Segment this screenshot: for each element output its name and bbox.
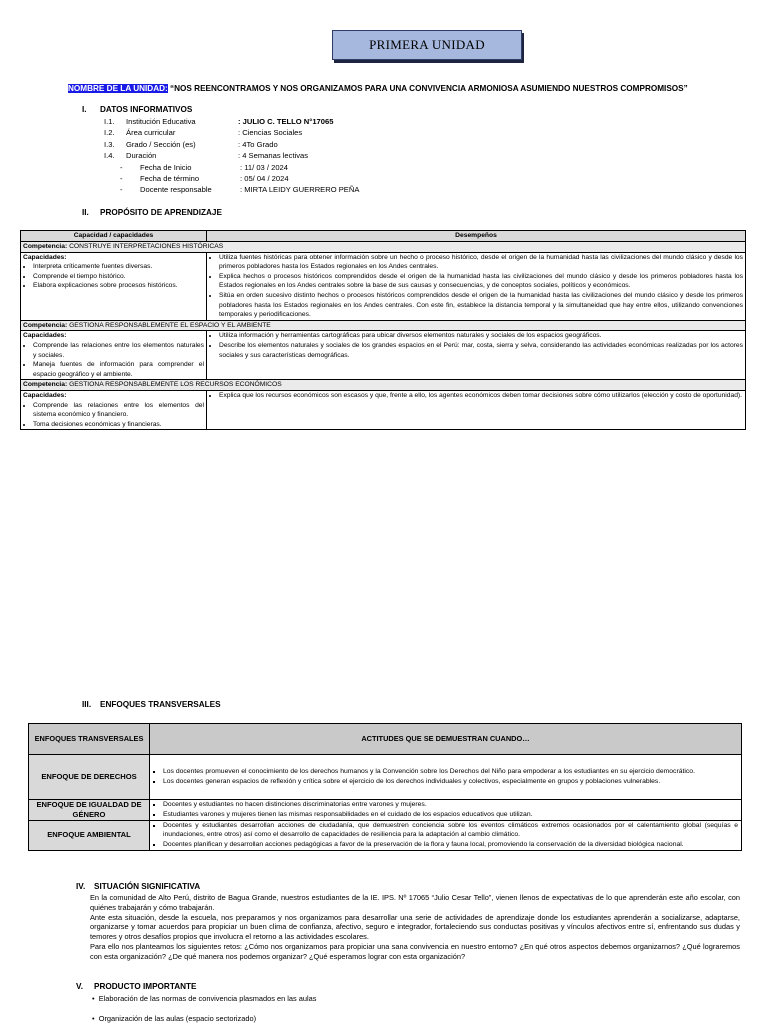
section-title: DATOS INFORMATIVOS xyxy=(100,105,193,114)
list-item: ▪ Docentes y estudiantes no hacen distinciones discriminatorias entre varones y mujeres. xyxy=(163,800,738,810)
table-row xyxy=(21,390,746,429)
table-row xyxy=(29,755,742,800)
competencia-label: Competencia: xyxy=(23,243,68,250)
datos-row-label: Área curricular xyxy=(126,128,176,138)
datos-row xyxy=(104,150,359,161)
list-item: • Organización de las aulas (espacio sectorizado) xyxy=(92,1014,257,1023)
datos-sub-bullet: - xyxy=(120,185,123,195)
capacidades-cell xyxy=(21,331,207,380)
datos-sub-label: Fecha de Inicio xyxy=(140,162,192,172)
datos-row-label: Institución Educativa xyxy=(126,117,196,126)
competencia-row xyxy=(21,242,746,253)
list-item: • Maneja fuentes de información para comprender el espacio geográfico y el ambiente. xyxy=(33,360,204,379)
section-number: IV. xyxy=(76,882,86,891)
capacidades-label: Capacidades: xyxy=(23,332,67,340)
paragraph: Ante esta situación, desde la escuela, nos preparamos y nos organizamos para desarrollar una serie de actividades de aprendizaje donde los estudiantes aprenderán a socializarse, adaptarse, organizarse y tomar acuerdos para propiciar un buen clima de confianza, afectivo, seguro e integrador, fortaleciendo sus conductas positivas y vínculos afectivos entre sí, enfrentando sus dudas y temores y otros desafíos propios que involucra el retorno a las actividades escolares. xyxy=(90,912,740,942)
section-producto-heading xyxy=(76,982,197,991)
table-header-row xyxy=(29,724,742,755)
enfoque-actitudes xyxy=(150,820,742,850)
column-header: ENFOQUES TRANSVERSALES xyxy=(29,724,150,755)
desempenos-cell xyxy=(207,252,746,320)
datos-sub-label: Docente responsable xyxy=(140,185,212,195)
list-item: • Explica que los recursos económicos son escasos y que, frente a ello, los agentes económicos deben tomar decisiones sobre cómo utilizarlos (elección y costo de oportunidad). xyxy=(219,391,743,401)
situacion-text xyxy=(90,893,740,962)
datos-row-label: Duración xyxy=(126,151,157,161)
datos-row-value: : 4To Grado xyxy=(238,139,278,149)
table-header-row xyxy=(21,231,746,242)
datos-row-number: I.3. xyxy=(104,139,115,149)
list-item: • Explica hechos o procesos históricos comprendidos desde el origen de la humanidad hasta las civilizaciones del mundo clásico y desde los primeros pobladores hasta los Estados regionales en los Andes centrales sobre la base de sus causas y consecuencias, y de conceptos sociales, políticos y económicos. xyxy=(219,272,743,291)
datos-row-label: Grado / Sección (es) xyxy=(126,139,196,149)
producto-list xyxy=(92,994,316,1024)
column-header: Capacidad / capacidades xyxy=(21,231,207,242)
competencia-label: Competencia: xyxy=(23,321,68,329)
unit-name-label: NOMBRE DE LA UNIDAD: xyxy=(68,84,168,93)
list-item: • Comprende las relaciones entre los elementos naturales y sociales. xyxy=(33,341,204,360)
list-item: ▪ Los docentes promueven el conocimiento de los derechos humanos y la Convención sobre los Derechos del Niño para empoderar a los estudiantes en su ejercicio democrático. xyxy=(163,767,738,777)
datos-row-value: : JULIO C. TELLO N°17065 xyxy=(238,117,334,126)
capacidades-cell xyxy=(21,390,207,429)
section-number: V. xyxy=(76,982,83,991)
enfoque-actitudes xyxy=(150,800,742,821)
section-title: PROPÓSITO DE APRENDIZAJE xyxy=(100,208,222,217)
section-situacion-heading xyxy=(76,882,200,891)
section-enfoques-heading xyxy=(82,700,221,709)
competencia-cell xyxy=(21,242,746,253)
competencia-name: GESTIONA RESPONSABLEMENTE EL ESPACIO Y EL AMBIENTE xyxy=(69,321,271,329)
table-row xyxy=(29,820,742,850)
datos-row-number: I.1. xyxy=(104,117,115,126)
list-item: • Comprende las relaciones entre los elementos del sistema económico y financiero. xyxy=(33,401,204,420)
competencia-cell xyxy=(21,380,746,391)
unit-name: “NOS REENCONTRAMOS Y NOS ORGANIZAMOS PARA UNA CONVIVENCIA ARMONIOSA ASUMIENDO NUESTROS COMPROMISOS” xyxy=(167,84,688,93)
datos-subrow xyxy=(104,162,359,173)
list-item: • Comprende el tiempo histórico. xyxy=(33,272,204,282)
datos-row-number: I.2. xyxy=(104,128,115,138)
datos-row-value: : 4 Semanas lectivas xyxy=(238,151,309,161)
section-datos-heading xyxy=(82,105,192,114)
section-number: II. xyxy=(82,208,89,217)
list-item: ▪ Docentes y estudiantes desarrollan acciones de ciudadanía, que demuestren conciencia sobre los eventos climáticos extremos ocasionados por el calentamiento global (sequías e inundaciones, entre otros) así como el desarrollo de capacidades de resiliencia para la adaptación al cambio climático. xyxy=(163,821,738,841)
table-row xyxy=(21,331,746,380)
list-item: • Elaboración de las normas de convivencia plasmados en las aulas xyxy=(92,994,317,1003)
column-header: ACTITUDES QUE SE DEMUESTRAN CUANDO… xyxy=(150,724,742,755)
datos-sub-value: : 05/ 04 / 2024 xyxy=(240,173,289,183)
section-number: III. xyxy=(82,700,92,709)
desempenos-cell xyxy=(207,331,746,380)
capacidades-cell xyxy=(21,252,207,320)
column-header: Desempeños xyxy=(207,231,746,242)
unit-name-line xyxy=(68,84,688,93)
datos-row xyxy=(104,127,359,138)
list-item: • Utiliza fuentes históricas para obtener información sobre un hecho o proceso histórico, desde el origen de la humanidad hasta las civilizaciones del mundo clásico y desde los primeros pobladores hasta los Estados regionales en los Andes centrales. xyxy=(219,253,743,272)
capacidades-label: Capacidades: xyxy=(23,253,67,261)
competencia-name: CONSTRUYE INTERPRETACIONES HISTÓRICAS xyxy=(69,243,224,250)
datos-sub-value: : MIRTA LEIDY GUERRERO PEÑA xyxy=(240,185,360,195)
list-item-text: Elaboración de las normas de convivencia plasmados en las aulas xyxy=(98,994,317,1003)
datos-sub-bullet: - xyxy=(120,173,123,183)
list-item: ▪ Estudiantes varones y mujeres tienen las mismas responsabilidades en el cuidado de los espacios educativos que utilizan. xyxy=(163,810,738,820)
table-row xyxy=(29,800,742,821)
list-item: • Utiliza información y herramientas cartográficas para ubicar diversos elementos naturales y sociales de los espacios geográficos. xyxy=(219,331,743,341)
section-proposito-heading xyxy=(82,208,222,217)
datos-row-value: : Ciencias Sociales xyxy=(238,128,303,138)
section-title: PRODUCTO IMPORTANTE xyxy=(94,982,197,991)
datos-subrow xyxy=(104,184,359,195)
datos-row-number: I.4. xyxy=(104,151,115,161)
list-item: ▪ Los docentes generan espacios de reflexión y crítica sobre el ejercicio de los derechos individuales y colectivos, especialmente en grupos y poblaciones vulnerables. xyxy=(163,777,738,787)
competencia-name: GESTIONA RESPONSABLEMENTE LOS RECURSOS ECONÓMICOS xyxy=(69,381,282,389)
datos-subrow xyxy=(104,173,359,184)
competencia-cell xyxy=(21,320,746,331)
list-item: • Sitúa en orden sucesivo distinto hechos o procesos históricos comprendidos desde el origen de la humanidad hasta las civilizaciones del mundo clásico y desde los primeros pobladores hasta los Estados regionales en los Andes centrales. Con este fin, establece la distancia temporal y la simultaneidad que hay entre ellos, utilizando convenciones temporales y periodificaciones. xyxy=(219,291,743,320)
proposito-table xyxy=(20,230,746,430)
competencia-label: Competencia: xyxy=(23,381,68,389)
paragraph: Para ello nos planteamos los siguientes retos: ¿Cómo nos organizamos para propiciar una sana convivencia en nuestro entorno? ¿En qué otros aspectos debemos organizarnos? ¿Qué lograremos con esta organización? ¿De qué manera nos podemos organizar? ¿Qué esperamos lograr con esta organización? xyxy=(90,941,740,961)
datos-list xyxy=(104,116,359,196)
datos-sub-label: Fecha de término xyxy=(140,173,200,183)
capacidades-label: Capacidades: xyxy=(23,391,67,399)
datos-sub-value: : 11/ 03 / 2024 xyxy=(240,162,288,172)
list-item: • Toma decisiones económicas y financieras. xyxy=(33,420,204,430)
paragraph: En la comunidad de Alto Perú, distrito de Bagua Grande, nuestros estudiantes de la IE. IPS. Nº 17065 “Julio Cesar Tello”, vienen llenos de expectativas de lo que aprenderán este año escolar, con quiénes trabajarán y cómo trabajarán. xyxy=(90,893,740,912)
list-item: • Elabora explicaciones sobre procesos históricos. xyxy=(33,281,204,291)
datos-sub-bullet: - xyxy=(120,162,123,172)
enfoque-name: ENFOQUE DE DERECHOS xyxy=(29,755,150,800)
datos-row xyxy=(104,116,359,127)
table-row xyxy=(21,252,746,320)
list-item: ▪ Docentes planifican y desarrollan acciones pedagógicas a favor de la preservación de la flora y fauna local, promoviendo la conservación de la diversidad biológica nacional. xyxy=(163,840,738,850)
datos-row xyxy=(104,139,359,150)
section-number: I. xyxy=(82,105,87,114)
competencia-row xyxy=(21,320,746,331)
enfoques-table xyxy=(28,723,742,851)
enfoque-name: ENFOQUE DE IGUALDAD DE GÉNERO xyxy=(29,800,150,821)
competencia-row xyxy=(21,380,746,391)
enfoque-actitudes xyxy=(150,755,742,800)
enfoque-name: ENFOQUE AMBIENTAL xyxy=(29,820,150,850)
list-item: • Describe los elementos naturales y sociales de los grandes espacios en el Perú: mar, costa, sierra y selva, considerando las actividades económicas realizadas por los actores sociales y sus características demográficas. xyxy=(219,341,743,360)
list-item: • Interpreta críticamente fuentes diversas. xyxy=(33,262,204,272)
section-title: ENFOQUES TRANSVERSALES xyxy=(100,700,221,709)
desempenos-cell xyxy=(207,390,746,429)
list-item-text: Organización de las aulas (espacio sectorizado) xyxy=(98,1014,257,1023)
page-title: PRIMERA UNIDAD xyxy=(332,30,522,60)
section-title: SITUACIÓN SIGNIFICATIVA xyxy=(94,882,201,891)
